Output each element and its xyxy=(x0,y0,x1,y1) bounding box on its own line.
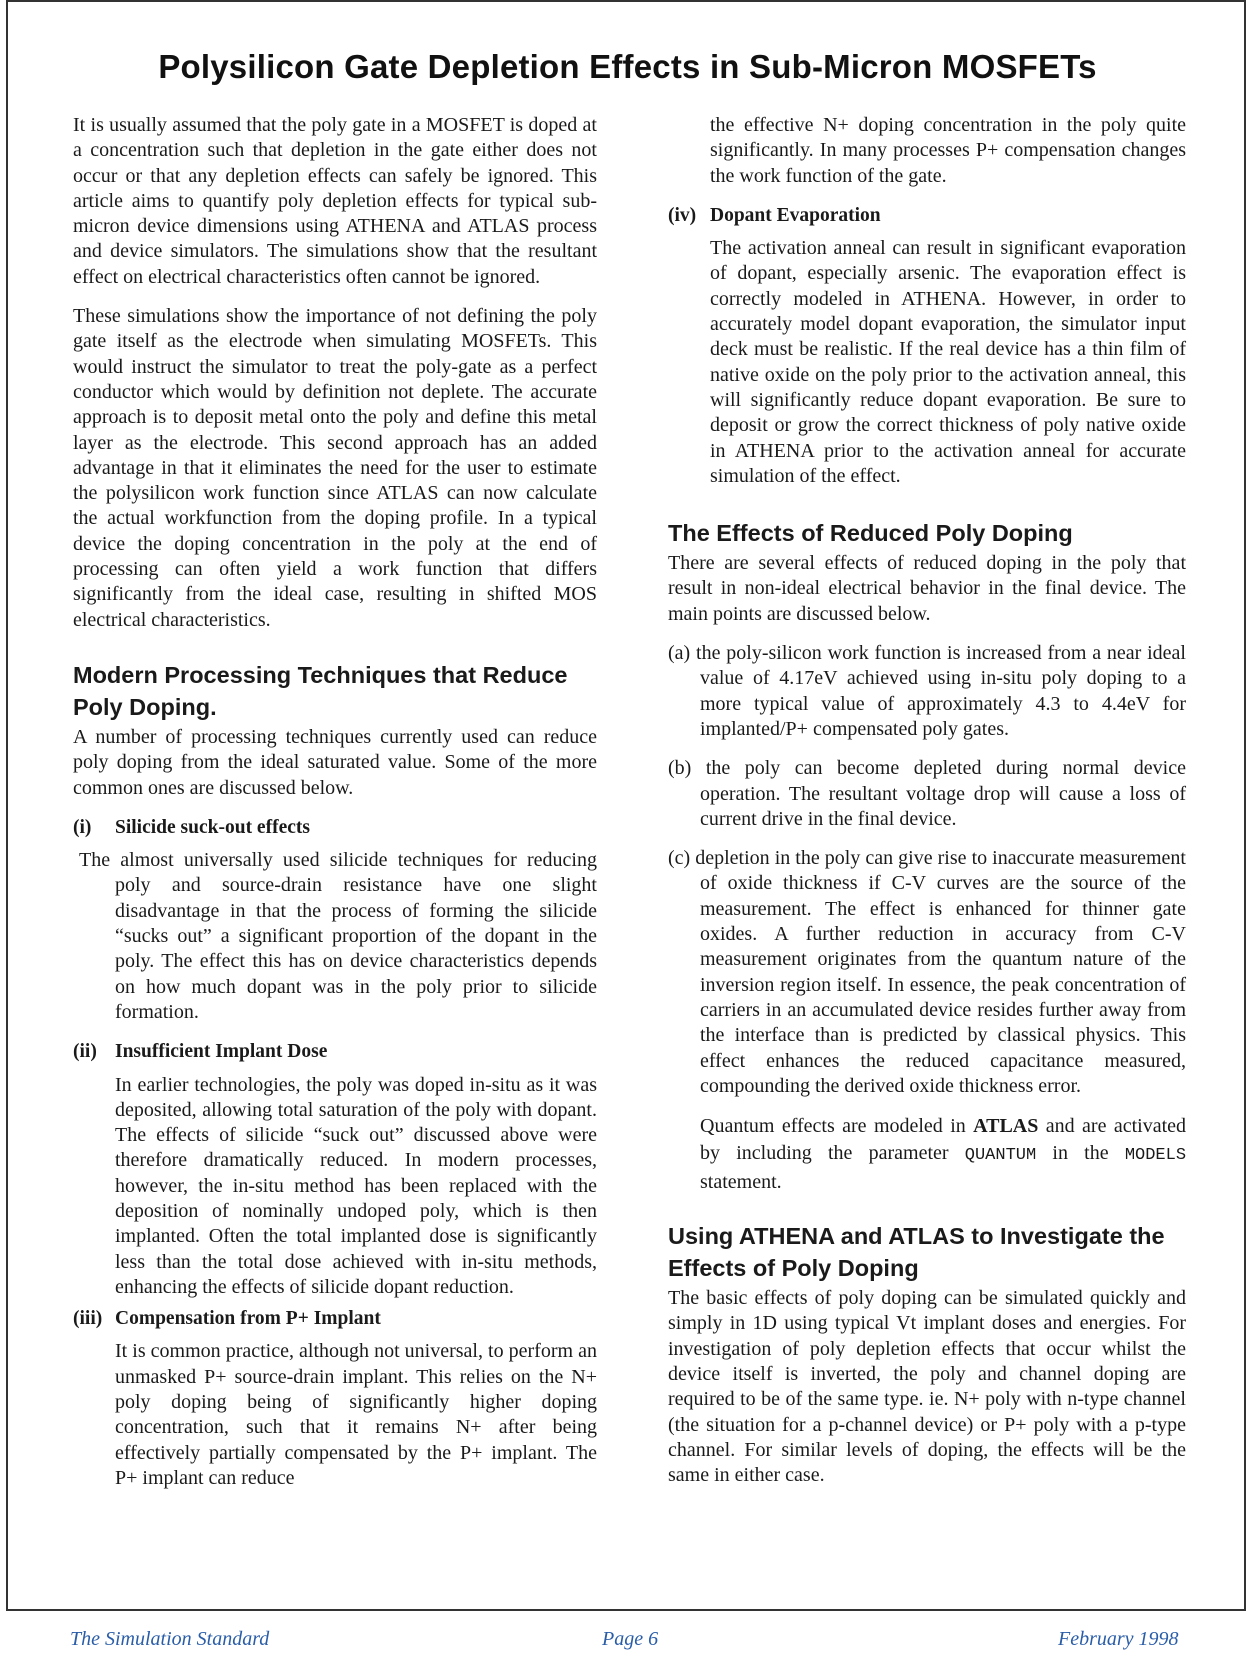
subheading-number: (i) xyxy=(73,816,92,838)
code-quantum: QUANTUM xyxy=(964,1146,1037,1166)
intro-paragraph: It is usually assumed that the poly gate in a MOSFET is doped at a concentration such that depletion in the gate either does not occur or that any depletion effects can safely be ignored. This article aims to quantify poly depletion effects for typical sub-micron device dimensions using ATHENA and ATLAS process and device simulators. The simulations show that the resultant effect on electrical characteristics often cannot be ignored. xyxy=(73,114,597,288)
footer-date: February 1998 xyxy=(1058,1628,1179,1650)
code-models: MODELS xyxy=(1124,1146,1187,1166)
subheading-text: Silicide suck-out effects xyxy=(115,816,310,838)
electrode-paragraph: These simulations show the importance of not defining the poly gate itself as the electrode when simulating MOSFETs. This would instruct the simulator to treat the poly-gate as a perfect conductor which would by definition not deplete. The accurate approach is to deposit metal onto the poly and define this metal layer as the electrode. This second approach has an added advantage in that it eliminates the need for the user to estimate the polysilicon work function since ATLAS can now calculate the actual workfunction from the doping profile. In a typical device the doping concentration in the poly at the end of processing can often yield a work function that differs significantly from the ideal case, resulting in shifted MOS electrical characteristics. xyxy=(73,305,597,631)
subheading-implant-dose xyxy=(73,1039,597,1064)
subheading-number: (iii) xyxy=(73,1308,103,1330)
quantum-paragraph: Quantum effects are modeled in ATLAS and are activated by including the parameter QUANTUM in the MODELS statement. xyxy=(700,1115,1187,1194)
footer-page-number: Page 6 xyxy=(602,1628,659,1650)
subheading-evaporation xyxy=(668,203,1186,228)
reduced-doping-intro-paragraph: There are several effects of reduced doping in the poly that result in non-ideal electrical behavior in the final device. The main points are discussed below. xyxy=(668,552,1186,625)
point-b: (b) the poly can become depleted during normal device operation. The resultant voltage drop will cause a loss of current drive in the final device. xyxy=(668,757,1186,830)
evaporation-paragraph: The activation anneal can result in significant evaporation of dopant, especially arsenic. The evaporation effect is correctly modeled in ATHENA. However, in order to accurately model dopant evaporation, the simulator input deck must be realistic. If the real device has a thin film of native oxide on the poly prior to the activation anneal, this will significantly reduce dopant evaporation. Be sure to deposit or grow the correct thickness of poly native oxide in ATHENA prior to the activation anneal for accurate simulation of the effect. xyxy=(710,237,1186,487)
heading-modern-processing: Modern Processing Techniques that Reduce Poly Doping. xyxy=(73,661,568,720)
processing-intro-paragraph: A number of processing techniques currently used can reduce poly doping from the ideal saturated value. Some of the more common ones are discussed below. xyxy=(73,725,597,799)
compensation-paragraph: It is common practice, although not universal, to perform an unmasked P+ source-drain implant. This relies on the N+ poly doping being of significantly higher doping concentration, such that it remains N+ after being effectively partially compensated by the P+ implant. The P+ implant can reduce xyxy=(115,1340,597,1489)
right-column xyxy=(668,113,1186,1502)
point-c: (c) depletion in the poly can give rise to inaccurate measurement of oxide thickness if C-V curves are the source of the measurement. The effect is enhanced for thinner gate oxides. A further reduction in accuracy from C-V measurement originates from the quantum nature of the inversion region itself. In essence, the peak concentration of carriers in an accumulated device resides further away from the interface than is predicted by classical physics. This effect enhances the reduced capacitance measured, compounding the derived oxide thickness error. xyxy=(668,847,1186,1097)
subheading-text: Insufficient Implant Dose xyxy=(115,1041,328,1063)
point-a: (a) the poly-silicon work function is increased from a near ideal value of 4.17eV achieved using in-situ poly doping to a more typical value of approximately 4.3 to 4.4eV for implanted/P+ compensated poly gates. xyxy=(668,642,1186,740)
subheading-compensation xyxy=(73,1306,597,1331)
left-column xyxy=(73,113,597,1505)
page-title: Polysilicon Gate Depletion Effects in Sub-Micron MOSFETs xyxy=(158,48,1097,85)
footer-publication: The Simulation Standard xyxy=(70,1628,270,1650)
subheading-silicide xyxy=(73,815,597,840)
silicide-paragraph: The almost universally used silicide techniques for reducing poly and source-drain resistance have one slight disadvantage in that the process of forming the silicide “sucks out” a significant proportion of the dopant in the poly. The effect this has on device characteristics depends on how much dopant was in the poly prior to silicide formation. xyxy=(79,849,597,1023)
subheading-number: (ii) xyxy=(73,1041,97,1063)
subheading-text: Compensation from P+ Implant xyxy=(115,1308,381,1330)
heading-reduced-doping: The Effects of Reduced Poly Doping xyxy=(668,520,1073,547)
heading-using-athena-atlas: Using ATHENA and ATLAS to Investigate the Effects of Poly Doping xyxy=(668,1223,1165,1282)
subheading-number: (iv) xyxy=(668,204,697,226)
subheading-text: Dopant Evaporation xyxy=(710,204,881,226)
compensation-continued-paragraph: the effective N+ doping concentration in the poly quite significantly. In many processes P+ compensation changes the work function of the gate. xyxy=(710,114,1186,187)
using-paragraph: The basic effects of poly doping can be simulated quickly and simply in 1D using typical Vt implant doses and energies. For investigation of poly depletion effects that occur whilst the device itself is inverted, the poly and channel doping are required to be of the same type. ie. N+ poly with n-type channel (the situation for a p-channel device) or P+ poly with a p-type channel. For similar levels of doping, the effects will be the same in either case. xyxy=(668,1287,1186,1487)
implant-dose-paragraph: In earlier technologies, the poly was doped in-situ as it was deposited, allowing total saturation of the poly with dopant. The effects of silicide “suck out” discussed above were therefore dramatically reduced. In modern processes, however, the in-situ method has been replaced with the deposition of nominally undoped poly, which is then implanted. Often the total implanted dose is significantly less than the total dose achieved with in-situ methods, enhancing the effects of silicide dopant reduction. xyxy=(115,1073,597,1298)
